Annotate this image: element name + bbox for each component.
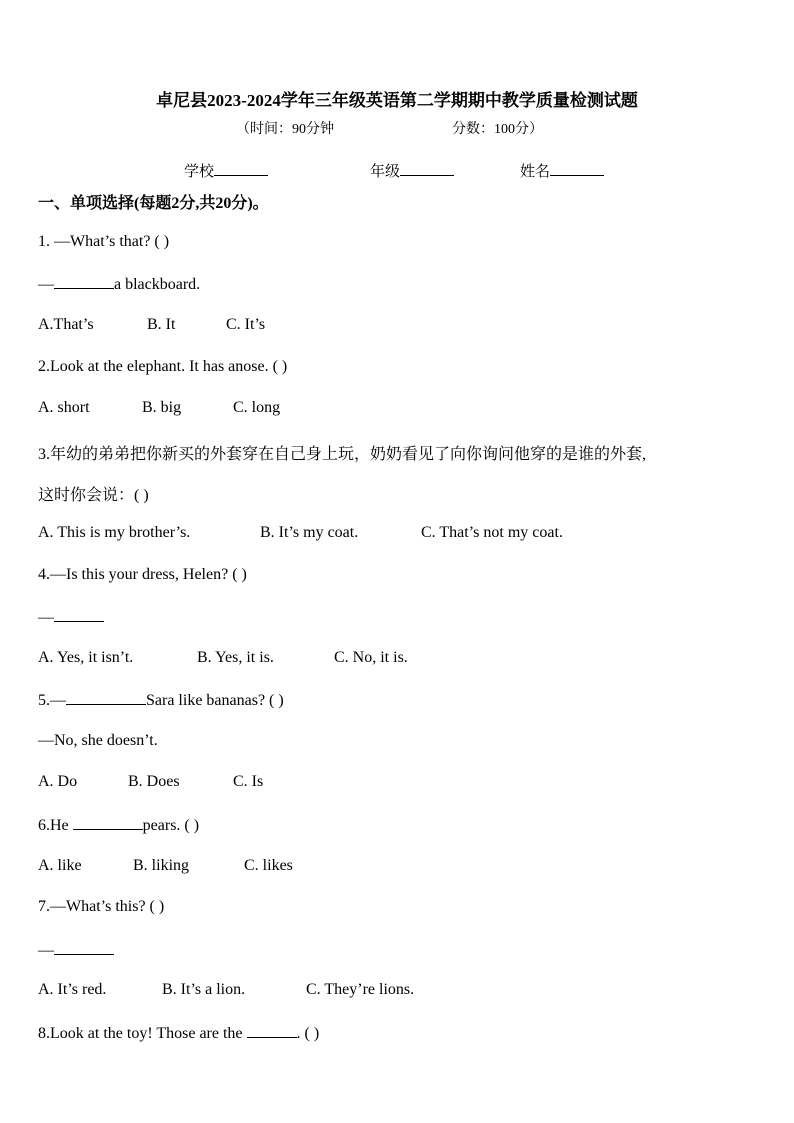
exam-score: 分数：100分）	[452, 122, 543, 137]
question-7-option-c[interactable]: C. They’re lions.	[306, 981, 415, 998]
school-field	[184, 160, 268, 181]
question-4-blank[interactable]	[54, 607, 104, 622]
question-1-text: 1. —What’s that? ( )	[38, 233, 170, 250]
question-6-option-c[interactable]: C. likes	[244, 857, 293, 874]
question-1-option-c[interactable]: C. It’s	[226, 316, 266, 333]
question-5-option-a[interactable]: A. Do	[38, 773, 78, 790]
question-3-option-b[interactable]: B. It’s my coat.	[260, 524, 359, 541]
question-4-option-c[interactable]: C. No, it is.	[334, 649, 408, 666]
question-3-text: 3.年幼的弟弟把你新买的外套穿在自己身上玩，奶奶看见了向你询问他穿的是谁的外套,	[38, 446, 647, 463]
question-1-blank[interactable]	[54, 274, 114, 289]
question-5-text: 5.— Sara like bananas? ( )	[38, 692, 284, 709]
question-2-option-c[interactable]: C. long	[233, 399, 281, 416]
question-7-option-b[interactable]: B. It’s a lion.	[162, 981, 246, 998]
name-field	[520, 160, 604, 181]
grade-label: 年级	[370, 164, 401, 180]
question-4-option-a[interactable]: A. Yes, it isn’t.	[38, 649, 134, 666]
question-4-text: 4.—Is this your dress, Helen? ( )	[38, 566, 247, 583]
question-2-option-a[interactable]: A. short	[38, 399, 90, 416]
question-6-option-b[interactable]: B. liking	[133, 857, 190, 874]
question-1-option-a[interactable]: A.That’s	[38, 316, 94, 333]
question-3-option-c[interactable]: C. That’s not my coat.	[421, 524, 563, 541]
name-blank[interactable]	[550, 161, 604, 176]
question-5-option-c[interactable]: C. Is	[233, 773, 264, 790]
question-6-blank[interactable]	[73, 815, 143, 830]
question-7-option-a[interactable]: A. It’s red.	[38, 981, 107, 998]
section-heading: 一、单项选择(每题2分,共20分)。	[38, 195, 269, 212]
question-5-blank[interactable]	[66, 690, 146, 705]
question-3-option-a[interactable]: A. This is my brother’s.	[38, 524, 191, 541]
question-2-option-b[interactable]: B. big	[142, 399, 182, 416]
question-8-text: 8.Look at the toy! Those are the . ( )	[38, 1025, 320, 1042]
question-2-text: 2.Look at the elephant. It has anose. ( )	[38, 358, 288, 375]
question-1-answer-line: — a blackboard.	[38, 276, 201, 293]
name-label: 姓名	[520, 164, 551, 180]
question-1-option-b[interactable]: B. It	[147, 316, 176, 333]
question-6-text: 6.He pears. ( )	[38, 817, 200, 834]
grade-blank[interactable]	[400, 161, 454, 176]
question-3-text-cont: 这时你会说：( )	[38, 487, 149, 504]
school-label: 学校	[184, 164, 215, 180]
question-6-option-a[interactable]: A. like	[38, 857, 82, 874]
question-8-blank[interactable]	[247, 1023, 297, 1038]
question-4-answer-line: —	[38, 607, 104, 627]
page-title: 卓尼县2023-2024学年三年级英语第二学期期中教学质量检测试题	[156, 91, 638, 110]
question-7-answer-line: —	[38, 940, 114, 960]
school-blank[interactable]	[214, 161, 268, 176]
question-4-option-b[interactable]: B. Yes, it is.	[197, 649, 274, 666]
question-5-option-b[interactable]: B. Does	[128, 773, 180, 790]
exam-time: （时间：90分钟	[236, 122, 334, 137]
question-7-text: 7.—What’s this? ( )	[38, 898, 165, 915]
question-7-blank[interactable]	[54, 940, 114, 955]
grade-field	[370, 160, 454, 181]
question-5-reply: —No, she doesn’t.	[38, 732, 158, 749]
